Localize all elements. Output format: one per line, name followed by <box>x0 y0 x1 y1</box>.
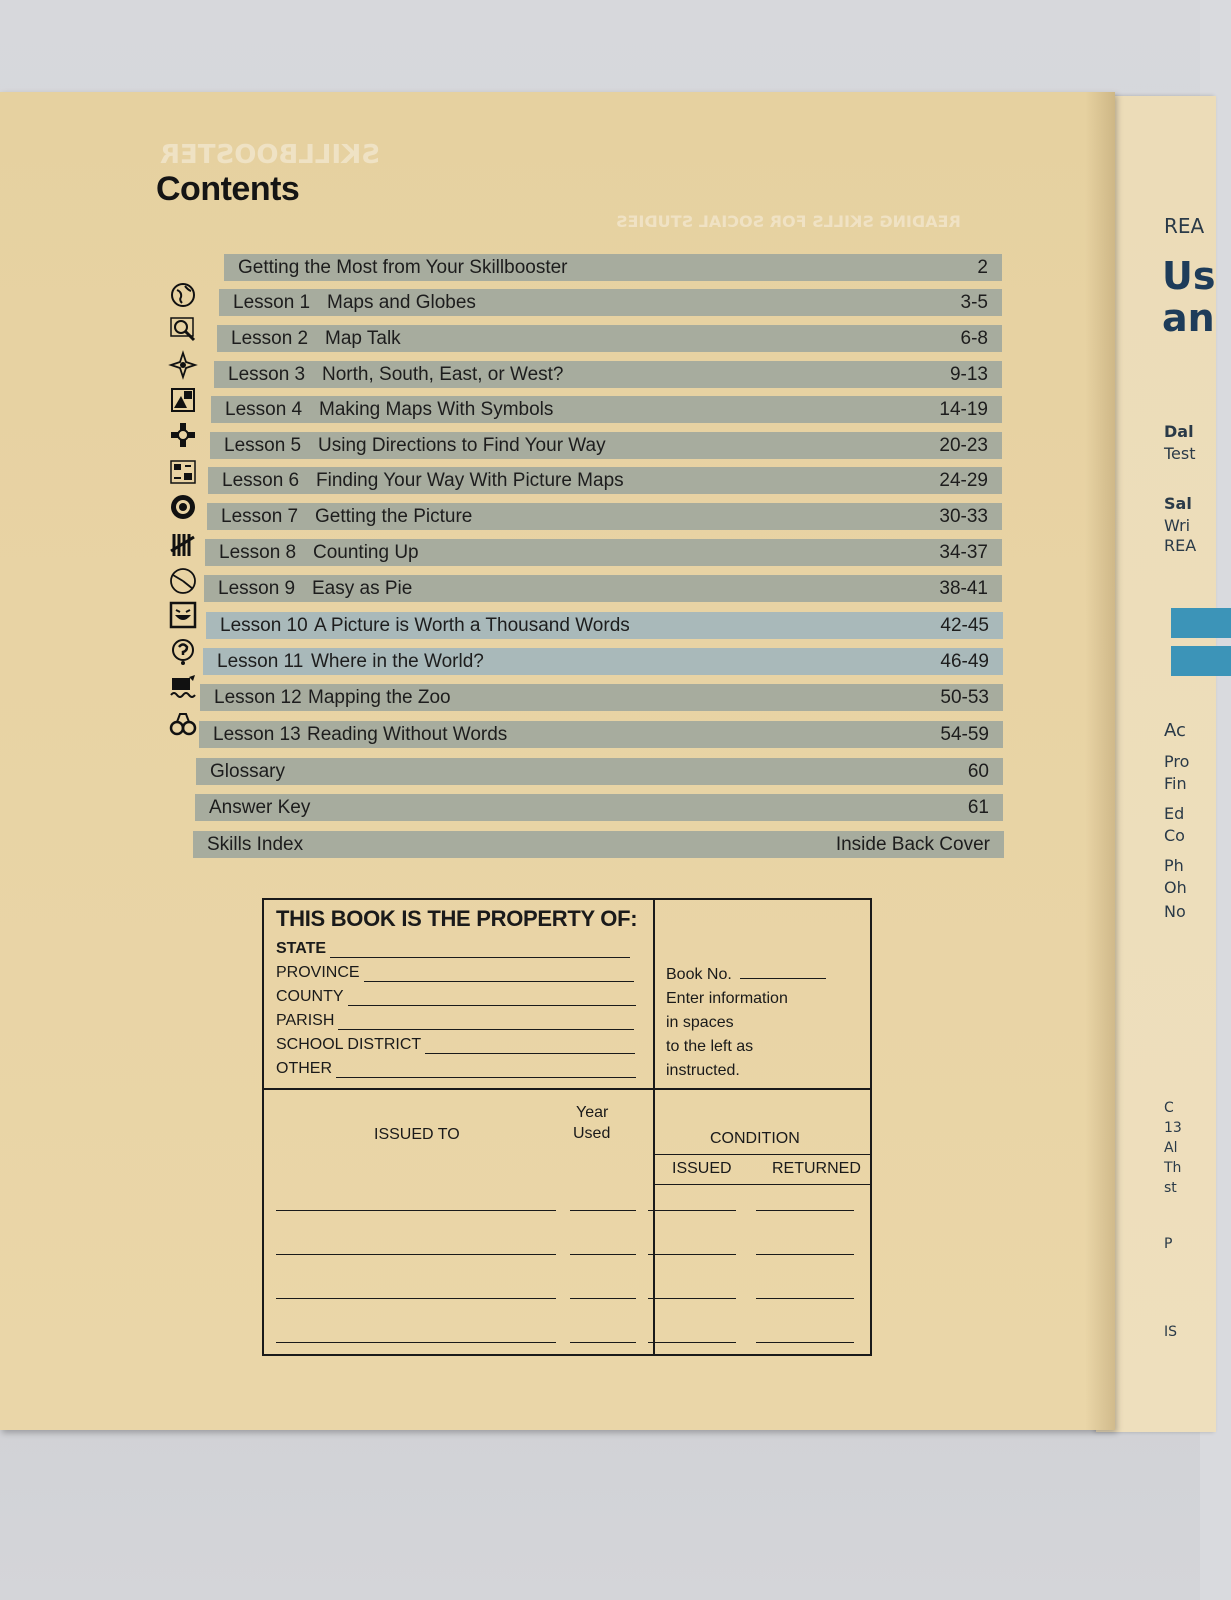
toc-label: Mapping the Zoo <box>308 686 451 708</box>
lesson-number: Lesson 5 <box>224 434 302 456</box>
facing-fragment: st <box>1164 1180 1177 1196</box>
compass-icon <box>168 350 198 380</box>
issue-record-blank[interactable] <box>756 1254 854 1255</box>
toc-row <box>200 684 1003 711</box>
toc-page-number: 42-45 <box>940 614 989 636</box>
toc-page-number: 60 <box>967 760 989 782</box>
toc-label: Map Talk <box>325 327 401 349</box>
property-divider <box>653 900 655 1354</box>
field-state[interactable]: STATE <box>276 940 630 958</box>
toc-row <box>199 721 1003 748</box>
issue-record-blank[interactable] <box>756 1298 854 1299</box>
toc-row <box>214 361 1002 388</box>
zoo-icon <box>168 672 198 702</box>
lesson-number: Lesson 13 <box>213 723 301 745</box>
page-title: Contents <box>156 170 300 208</box>
instruction-line: to the left as <box>666 1038 754 1055</box>
toc-row <box>203 648 1003 675</box>
toc-row <box>193 831 1004 858</box>
toc-page-number: 34-37 <box>939 541 988 563</box>
facing-fragment: Oh <box>1164 878 1187 897</box>
issue-record-blank[interactable] <box>648 1210 736 1211</box>
facing-fragment: IS <box>1164 1324 1178 1340</box>
toc-page-number: 24-29 <box>939 469 988 491</box>
toc-row <box>205 539 1002 566</box>
issue-record-blank[interactable] <box>276 1298 556 1299</box>
lesson-number: Lesson 3 <box>228 363 306 385</box>
toc-label: North, South, East, or West? <box>322 363 564 385</box>
facing-fragment: REA <box>1164 214 1205 238</box>
toc-page-number: 14-19 <box>939 398 988 420</box>
toc-row <box>196 758 1003 785</box>
globe-question-icon <box>168 637 198 667</box>
toc-row <box>219 289 1002 316</box>
picture-map-icon <box>168 457 198 487</box>
property-divider <box>264 1088 870 1090</box>
toc-row <box>206 612 1003 639</box>
issue-record-blank[interactable] <box>648 1254 736 1255</box>
ghost-series: READING SKILLS FOR SOCIAL STUDIES <box>616 212 961 231</box>
picture-frame-icon <box>168 600 198 630</box>
issue-record-blank[interactable] <box>276 1210 556 1211</box>
condition-divider <box>655 1184 872 1185</box>
toc-label: Answer Key <box>209 796 311 818</box>
toc-page-number: 38-41 <box>939 577 988 599</box>
toc-label: Making Maps With Symbols <box>319 398 554 420</box>
condition-header: CONDITION <box>710 1130 800 1147</box>
property-title: THIS BOOK IS THE PROPERTY OF: <box>276 906 638 931</box>
property-box <box>262 898 872 1356</box>
toc-page-number: 9-13 <box>949 363 988 385</box>
issue-record-blank[interactable] <box>648 1342 736 1343</box>
field-school-district[interactable]: SCHOOL DISTRICT <box>276 1036 635 1054</box>
toc-label: Easy as Pie <box>312 577 413 599</box>
field-other[interactable]: OTHER <box>276 1060 636 1078</box>
toc-label: Counting Up <box>313 541 419 563</box>
toc-label: Using Directions to Find Your Way <box>318 434 606 456</box>
facing-fragment: Ed <box>1164 804 1185 823</box>
toc-row <box>204 575 1002 602</box>
year-used-header: Used <box>573 1125 611 1142</box>
issue-record-blank[interactable] <box>648 1298 736 1299</box>
lesson-number: Lesson 2 <box>231 327 309 349</box>
toc-row <box>210 432 1002 459</box>
issue-record-blank[interactable] <box>570 1210 636 1211</box>
toc-label: Reading Without Words <box>307 723 508 745</box>
toc-page-number: 30-33 <box>939 505 988 527</box>
toc-label: Skills Index <box>207 833 304 855</box>
instruction-line: instructed. <box>666 1062 740 1079</box>
issue-record-blank[interactable] <box>276 1342 556 1343</box>
binoculars-icon <box>168 710 198 740</box>
directions-icon <box>168 420 198 450</box>
toc-page-number: 20-23 <box>939 434 988 456</box>
toc-label: Getting the Picture <box>315 505 473 527</box>
facing-fragment: 13 <box>1164 1120 1182 1136</box>
symbols-icon <box>168 385 198 415</box>
toc-label: Getting the Most from Your Skillbooster <box>238 256 568 278</box>
tally-marks-icon <box>168 530 198 560</box>
lesson-number: Lesson 9 <box>218 577 296 599</box>
issued-header: ISSUED <box>672 1160 732 1177</box>
toc-row <box>207 503 1002 530</box>
facing-fragment: Al <box>1164 1140 1178 1156</box>
facing-fragment: Dal <box>1164 422 1194 441</box>
instruction-line: in spaces <box>666 1014 734 1031</box>
facing-fragment: Pro <box>1164 752 1190 771</box>
lesson-number: Lesson 12 <box>214 686 302 708</box>
lesson-number: Lesson 6 <box>222 469 300 491</box>
toc-page-number: 3-5 <box>960 291 988 313</box>
toc-page-number: 6-8 <box>960 327 988 349</box>
field-county[interactable]: COUNTY <box>276 988 636 1006</box>
facing-fragment: Test <box>1164 444 1196 463</box>
facing-blue-bar <box>1171 646 1231 676</box>
facing-fragment: Ph <box>1164 856 1184 875</box>
facing-fragment: Fin <box>1164 774 1187 793</box>
toc-page-number: Inside Back Cover <box>835 833 990 855</box>
toc-row <box>208 467 1002 494</box>
facing-fragment: an <box>1162 296 1215 340</box>
condition-divider <box>655 1154 872 1155</box>
toc-page-number: 2 <box>977 256 988 278</box>
lesson-number: Lesson 10 <box>220 614 308 636</box>
lesson-number: Lesson 11 <box>217 650 304 672</box>
toc-page-number: 50-53 <box>940 686 989 708</box>
toc-label: Where in the World? <box>311 650 484 672</box>
toc-row <box>224 254 1002 281</box>
facing-fragment: P <box>1164 1236 1173 1252</box>
returned-header: RETURNED <box>772 1160 861 1177</box>
book-number[interactable]: Book No. <box>666 966 826 984</box>
facing-fragment: REA <box>1164 536 1197 555</box>
globe-icon <box>168 280 198 310</box>
lesson-number: Lesson 4 <box>225 398 303 420</box>
toc-page-number: 46-49 <box>940 650 989 672</box>
ghost-brand: SKILLBOOSTER <box>160 140 380 170</box>
facing-fragment: Wri <box>1164 516 1191 535</box>
facing-fragment: Ac <box>1164 720 1186 741</box>
field-province[interactable]: PROVINCE <box>276 964 634 982</box>
facing-fragment: Co <box>1164 826 1185 845</box>
issued-to-header: ISSUED TO <box>374 1126 460 1143</box>
issue-record-blank[interactable] <box>570 1254 636 1255</box>
camera-lens-icon <box>168 492 198 522</box>
issue-record-blank[interactable] <box>756 1342 854 1343</box>
toc-row <box>195 794 1003 821</box>
year-used-header: Year <box>576 1104 609 1121</box>
lesson-number: Lesson 1 <box>233 291 311 313</box>
lesson-number: Lesson 8 <box>219 541 297 563</box>
field-parish[interactable]: PARISH <box>276 1012 634 1030</box>
facing-fragment: No <box>1164 902 1186 921</box>
toc-label: Glossary <box>210 760 285 782</box>
issue-record-blank[interactable] <box>756 1210 854 1211</box>
facing-fragment: C <box>1164 1100 1174 1116</box>
pie-chart-icon <box>168 566 198 596</box>
toc-row <box>217 325 1002 352</box>
issue-record-blank[interactable] <box>570 1298 636 1299</box>
issue-record-blank[interactable] <box>276 1254 556 1255</box>
toc-page-number: 54-59 <box>940 723 989 745</box>
toc-label: Maps and Globes <box>327 291 476 313</box>
facing-blue-bar <box>1171 608 1231 638</box>
toc-label: Finding Your Way With Picture Maps <box>316 469 624 491</box>
magnifier-map-icon <box>168 314 198 344</box>
toc-row <box>211 396 1002 423</box>
instruction-line: Enter information <box>666 990 788 1007</box>
issue-record-blank[interactable] <box>570 1342 636 1343</box>
facing-fragment: Us <box>1162 254 1216 298</box>
facing-fragment: Sal <box>1164 494 1192 513</box>
facing-fragment: Th <box>1164 1160 1182 1176</box>
toc-page-number: 61 <box>967 796 989 818</box>
lesson-number: Lesson 7 <box>221 505 299 527</box>
toc-label: A Picture is Worth a Thousand Words <box>314 614 630 636</box>
